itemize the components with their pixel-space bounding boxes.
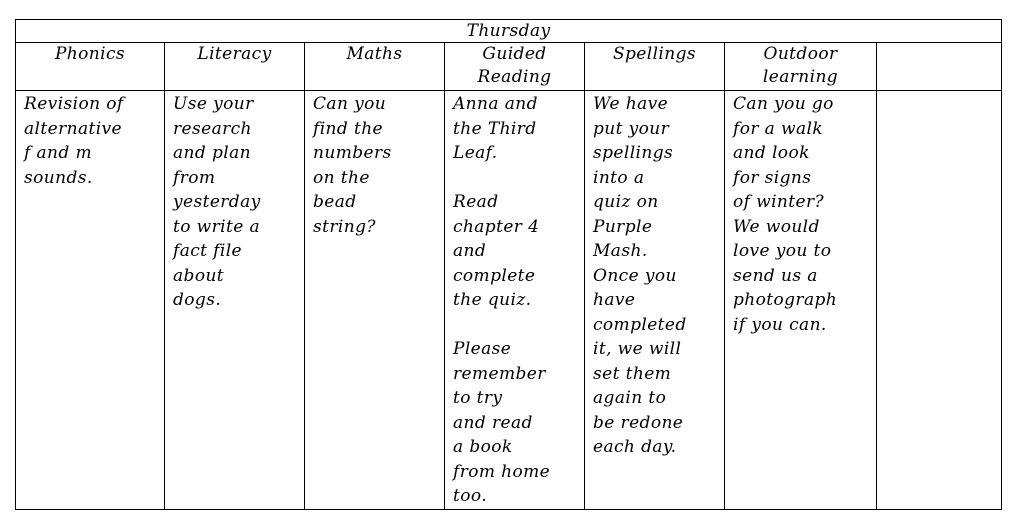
subject-heading-outdoor-learning: Outdoor learning — [725, 43, 877, 91]
subject-heading-phonics: Phonics — [16, 43, 165, 91]
task-phonics: Revision of alternative f and m sounds. — [16, 91, 165, 510]
subject-header-row — [16, 43, 1002, 91]
task-outdoor-learning: Can you go for a walk and look for signs of winter? We would love you to send us a photograph if you can. — [725, 91, 877, 510]
subject-heading-guided-reading: Guided Reading — [445, 43, 585, 91]
task-row — [16, 91, 1002, 510]
subject-heading-maths: Maths — [305, 43, 445, 91]
subject-heading-literacy: Literacy — [165, 43, 305, 91]
task-guided-reading: Anna and the Third Leaf. Read chapter 4 and complete the quiz. Please remember to try and read a book from home too. — [445, 91, 585, 510]
task-literacy: Use your research and plan from yesterday to write a fact file about dogs. — [165, 91, 305, 510]
thursday-timetable — [15, 19, 1002, 510]
task-maths: Can you find the numbers on the bead string? — [305, 91, 445, 510]
subject-heading-empty — [877, 43, 1002, 91]
subject-heading-spellings: Spellings — [585, 43, 725, 91]
task-empty — [877, 91, 1002, 510]
task-spellings: We have put your spellings into a quiz on Purple Mash. Once you have completed it, we will set them again to be redone each day. — [585, 91, 725, 510]
day-row — [16, 20, 1002, 43]
day-title: Thursday — [16, 20, 1002, 43]
